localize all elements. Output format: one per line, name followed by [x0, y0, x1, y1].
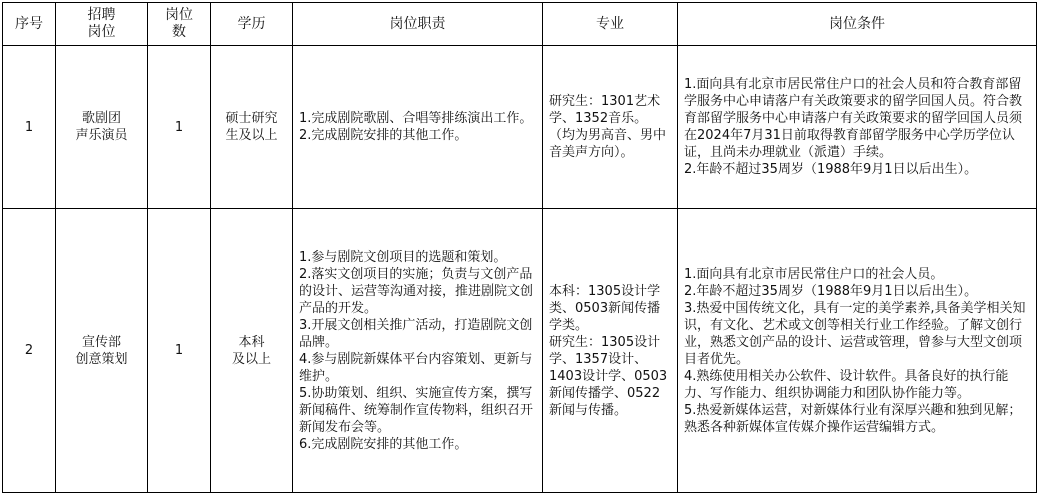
- header-duties: [293, 3, 543, 46]
- cell-index: 1: [3, 46, 56, 209]
- education-text: 硕士研究: [225, 111, 278, 126]
- cell-duties: [293, 209, 543, 493]
- cell-index: 2: [3, 209, 56, 493]
- position-name: 歌剧团: [81, 111, 121, 126]
- education-text: 生及以上: [225, 128, 278, 143]
- duty-item: 2.完成剧院安排的其他工作。: [299, 128, 468, 143]
- duty-item: 3.开展文创相关推广活动，打造剧院文创品牌。: [299, 317, 533, 350]
- header-major: [543, 3, 678, 46]
- duty-item: 2.落实文创项目的实施；负责与文创产品的设计、运营等沟通对接，推进剧院文创产品的开发。: [299, 266, 534, 316]
- duty-item: 5.协助策划、组织、实施宣传方案，撰写新闻稿件、统筹制作宣传物料，组织召开新闻发布会等。: [299, 385, 534, 435]
- duty-item: 1.完成剧院歌剧、合唱等排练演出工作。: [299, 111, 533, 126]
- cell-requirements: [678, 46, 1037, 209]
- duty-item: 1.参与剧院文创项目的选题和策划。: [299, 249, 507, 265]
- requirement-item: 3.热爱中国传统文化，具有一定的美学素养,具备美学相关知识，有文化、艺术或文创等相关行业工作经验。了解文创行业，熟悉文创产品的设计、运营或管理，曾参与大型文创项目者优先。: [684, 300, 1026, 367]
- cell-major: [543, 46, 678, 209]
- header-label: 学历: [237, 15, 266, 32]
- position-name: 创意策划: [75, 351, 128, 367]
- education-text: 本科: [238, 334, 265, 350]
- header-label: 招聘: [87, 7, 116, 23]
- position-name: 宣传部: [81, 334, 121, 350]
- header-label: 专业: [596, 15, 624, 32]
- cell-major: [543, 209, 678, 493]
- requirement-item: 1.面向具有北京市居民常住户口的社会人员和符合教育部留学服务中心申请落户有关政策要求的留学回国人员。符合教育部留学服务中心申请落户有关政策要求的留学回国人员须在2024年7月31日前取得教育部留学服务中心学历学位认证，且尚未办理就业（派遣）手续。: [684, 77, 1023, 160]
- table-row: [3, 46, 1037, 209]
- cell-count: 1: [148, 209, 211, 493]
- major-item: 本科：1305设计学类、0503新闻传播学类。: [549, 283, 661, 333]
- cell-education: [211, 209, 293, 493]
- education-text: 及以上: [231, 351, 271, 367]
- cell-count: 1: [148, 46, 211, 209]
- header-row: [3, 3, 1037, 46]
- header-label: 岗位职责: [389, 15, 446, 32]
- duty-item: 6.完成剧院安排的其他工作。: [299, 436, 468, 452]
- header-label: 岗位: [87, 24, 116, 40]
- position-name: 声乐演员: [75, 128, 128, 143]
- header-label: 数: [172, 24, 186, 40]
- header-position: [56, 3, 148, 46]
- major-item: （均为男高音、男中音美声方向）。: [549, 128, 667, 160]
- header-education: [211, 3, 293, 46]
- requirement-item: 1.面向具有北京市居民常住户口的社会人员。: [684, 266, 944, 282]
- cell-requirements: [678, 209, 1037, 493]
- duty-item: 4.参与剧院新媒体平台内容策划、更新与维护。: [299, 351, 533, 384]
- header-label: 序号: [15, 15, 43, 32]
- requirement-item: 2.年龄不超过35周岁（1988年9月1日以后出生）。: [684, 162, 978, 177]
- job-positions-table: [2, 2, 1037, 493]
- requirement-item: 5.热爱新媒体运营，对新媒体行业有深厚兴趣和独到见解；熟悉各种新媒体宣传媒介操作运营编辑方式。: [684, 402, 1022, 435]
- major-item: 研究生：1305设计学、1357设计、1403设计学、0503新闻传播学、0522新闻与传播。: [549, 334, 668, 418]
- requirement-item: 2.年龄不超过35周岁（1988年9月1日以后出生）。: [684, 283, 978, 299]
- cell-duties: [293, 46, 543, 209]
- header-label: 岗位: [165, 7, 193, 23]
- header-count: [148, 3, 211, 46]
- cell-education: [211, 46, 293, 209]
- header-label: 岗位条件: [829, 15, 885, 32]
- table-row: [3, 209, 1037, 493]
- cell-position: [56, 46, 148, 209]
- major-item: 研究生：1301艺术学、1352音乐。: [549, 94, 661, 126]
- requirement-item: 4.熟练使用相关办公软件、设计软件。具备良好的执行能力、写作能力、组织协调能力和团队协作能力等。: [684, 368, 1009, 401]
- cell-position: [56, 209, 148, 493]
- header-index: [3, 3, 56, 46]
- header-requirements: [678, 3, 1037, 46]
